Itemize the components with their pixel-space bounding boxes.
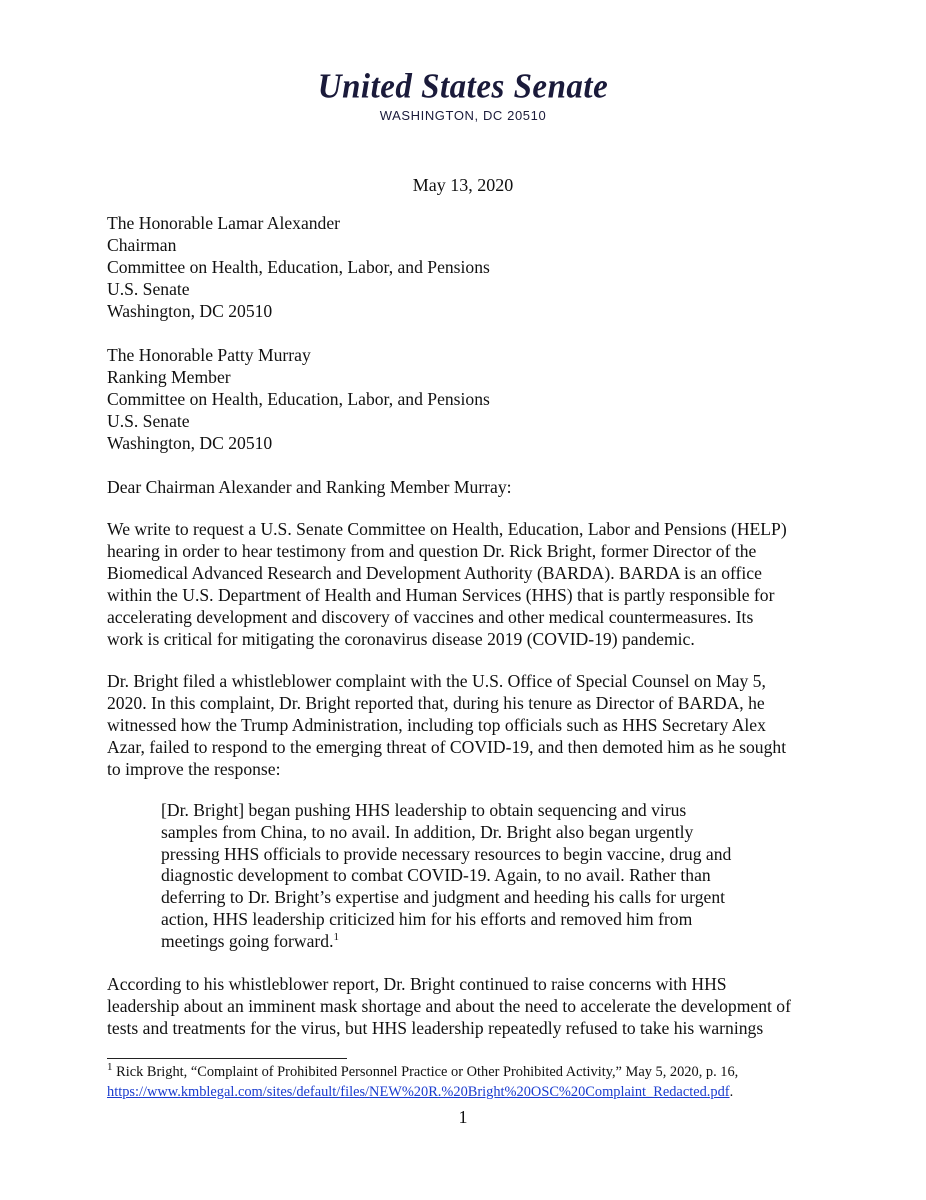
recipient-block-chairman <box>107 212 827 322</box>
salutation <box>107 476 827 498</box>
footnote-reference[interactable]: 1 <box>333 930 339 943</box>
block-quote <box>161 800 827 953</box>
address-line: Chairman <box>107 235 177 255</box>
quote-last-text: meetings going forward. <box>161 930 334 951</box>
quote-line: deferring to Dr. Bright’s expertise and judgment and heeding his calls for urgent <box>161 887 726 908</box>
quote-line-last <box>161 931 827 953</box>
quote-line: action, HHS leadership criticized him for his efforts and removed him from <box>161 908 693 929</box>
letter-date: May 13, 2020 <box>412 175 514 195</box>
address-line: Committee on Health, Education, Labor, and Pensions <box>107 389 490 409</box>
footnote <box>107 1062 827 1102</box>
paragraph-line: Azar, failed to respond to the emerging threat of COVID-19, and then demoted him as he sought <box>107 737 787 757</box>
paragraph-line: leadership about an imminent mask shortage and about the need to accelerate the development of <box>107 995 791 1016</box>
paragraph-line: work is critical for mitigating the coronavirus disease 2019 (COVID-19) pandemic. <box>107 629 695 649</box>
paragraph-line: accelerating development and discovery of vaccines and other medical countermeasures. Its <box>107 607 754 627</box>
footnote-divider <box>107 1058 347 1059</box>
recipient-block-ranking-member <box>107 344 827 454</box>
paragraph-line: We write to request a U.S. Senate Committee on Health, Education, Labor and Pensions (HELP) <box>107 519 787 539</box>
page-number: 1 <box>458 1107 468 1127</box>
paragraph-report <box>107 973 827 1039</box>
paragraph-line: witnessed how the Trump Administration, including top officials such as HHS Secretary Alex <box>107 715 766 735</box>
address-line: The Honorable Lamar Alexander <box>107 213 341 233</box>
letterhead <box>0 68 926 123</box>
paragraph-line: Biomedical Advanced Research and Development Authority (BARDA). BARDA is an office <box>107 563 762 583</box>
paragraph-line: within the U.S. Department of Health and Human Services (HHS) that is partly responsible for <box>107 585 775 605</box>
footnote-line <box>107 1082 827 1102</box>
address-line: The Honorable Patty Murray <box>107 345 311 365</box>
address-line: Washington, DC 20510 <box>107 433 273 453</box>
footnote-line <box>107 1062 827 1082</box>
footnote-link-suffix: . <box>729 1084 734 1100</box>
letter-body <box>107 212 827 1059</box>
footnote-mark: 1 <box>107 1061 113 1074</box>
paragraph-line: tests and treatments for the virus, but HHS leadership repeatedly refused to take his warnings <box>107 1017 764 1038</box>
letterhead-title: United States Senate <box>317 68 609 106</box>
address-line: U.S. Senate <box>107 279 190 299</box>
letterhead-subtitle: WASHINGTON, DC 20510 <box>379 108 547 123</box>
salutation-text: Dear Chairman Alexander and Ranking Member Murray: <box>107 477 512 497</box>
quote-line: pressing HHS officials to provide necessary resources to begin vaccine, drug and <box>161 843 732 864</box>
address-line: Ranking Member <box>107 367 231 387</box>
footnote-link[interactable]: https://www.kmblegal.com/sites/default/files/NEW%20R.%20Bright%20OSC%20Complaint_Redacted.pdf <box>107 1084 730 1100</box>
quote-line: samples from China, to no avail. In addition, Dr. Bright also began urgently <box>161 821 694 842</box>
address-line: Washington, DC 20510 <box>107 301 273 321</box>
paragraph-request <box>107 518 827 650</box>
paragraph-line: According to his whistleblower report, Dr. Bright continued to raise concerns with HHS <box>107 973 727 994</box>
paragraph-complaint <box>107 670 827 780</box>
paragraph-line: to improve the response: <box>107 759 281 779</box>
address-line: U.S. Senate <box>107 411 190 431</box>
quote-line: diagnostic development to combat COVID-19. Again, to no avail. Rather than <box>161 865 711 886</box>
paragraph-line: 2020. In this complaint, Dr. Bright reported that, during his tenure as Director of BARDA, he <box>107 693 765 713</box>
quote-line: [Dr. Bright] began pushing HHS leadership to obtain sequencing and virus <box>161 800 687 820</box>
footnote-text: Rick Bright, “Complaint of Prohibited Personnel Practice or Other Prohibited Activity,” May 5, 2020, p. 16, <box>112 1064 739 1080</box>
address-line: Committee on Health, Education, Labor, and Pensions <box>107 257 490 277</box>
paragraph-line: Dr. Bright filed a whistleblower complaint with the U.S. Office of Special Counsel on May 5, <box>107 671 766 691</box>
paragraph-line: hearing in order to hear testimony from and question Dr. Rick Bright, former Director of the <box>107 541 757 561</box>
